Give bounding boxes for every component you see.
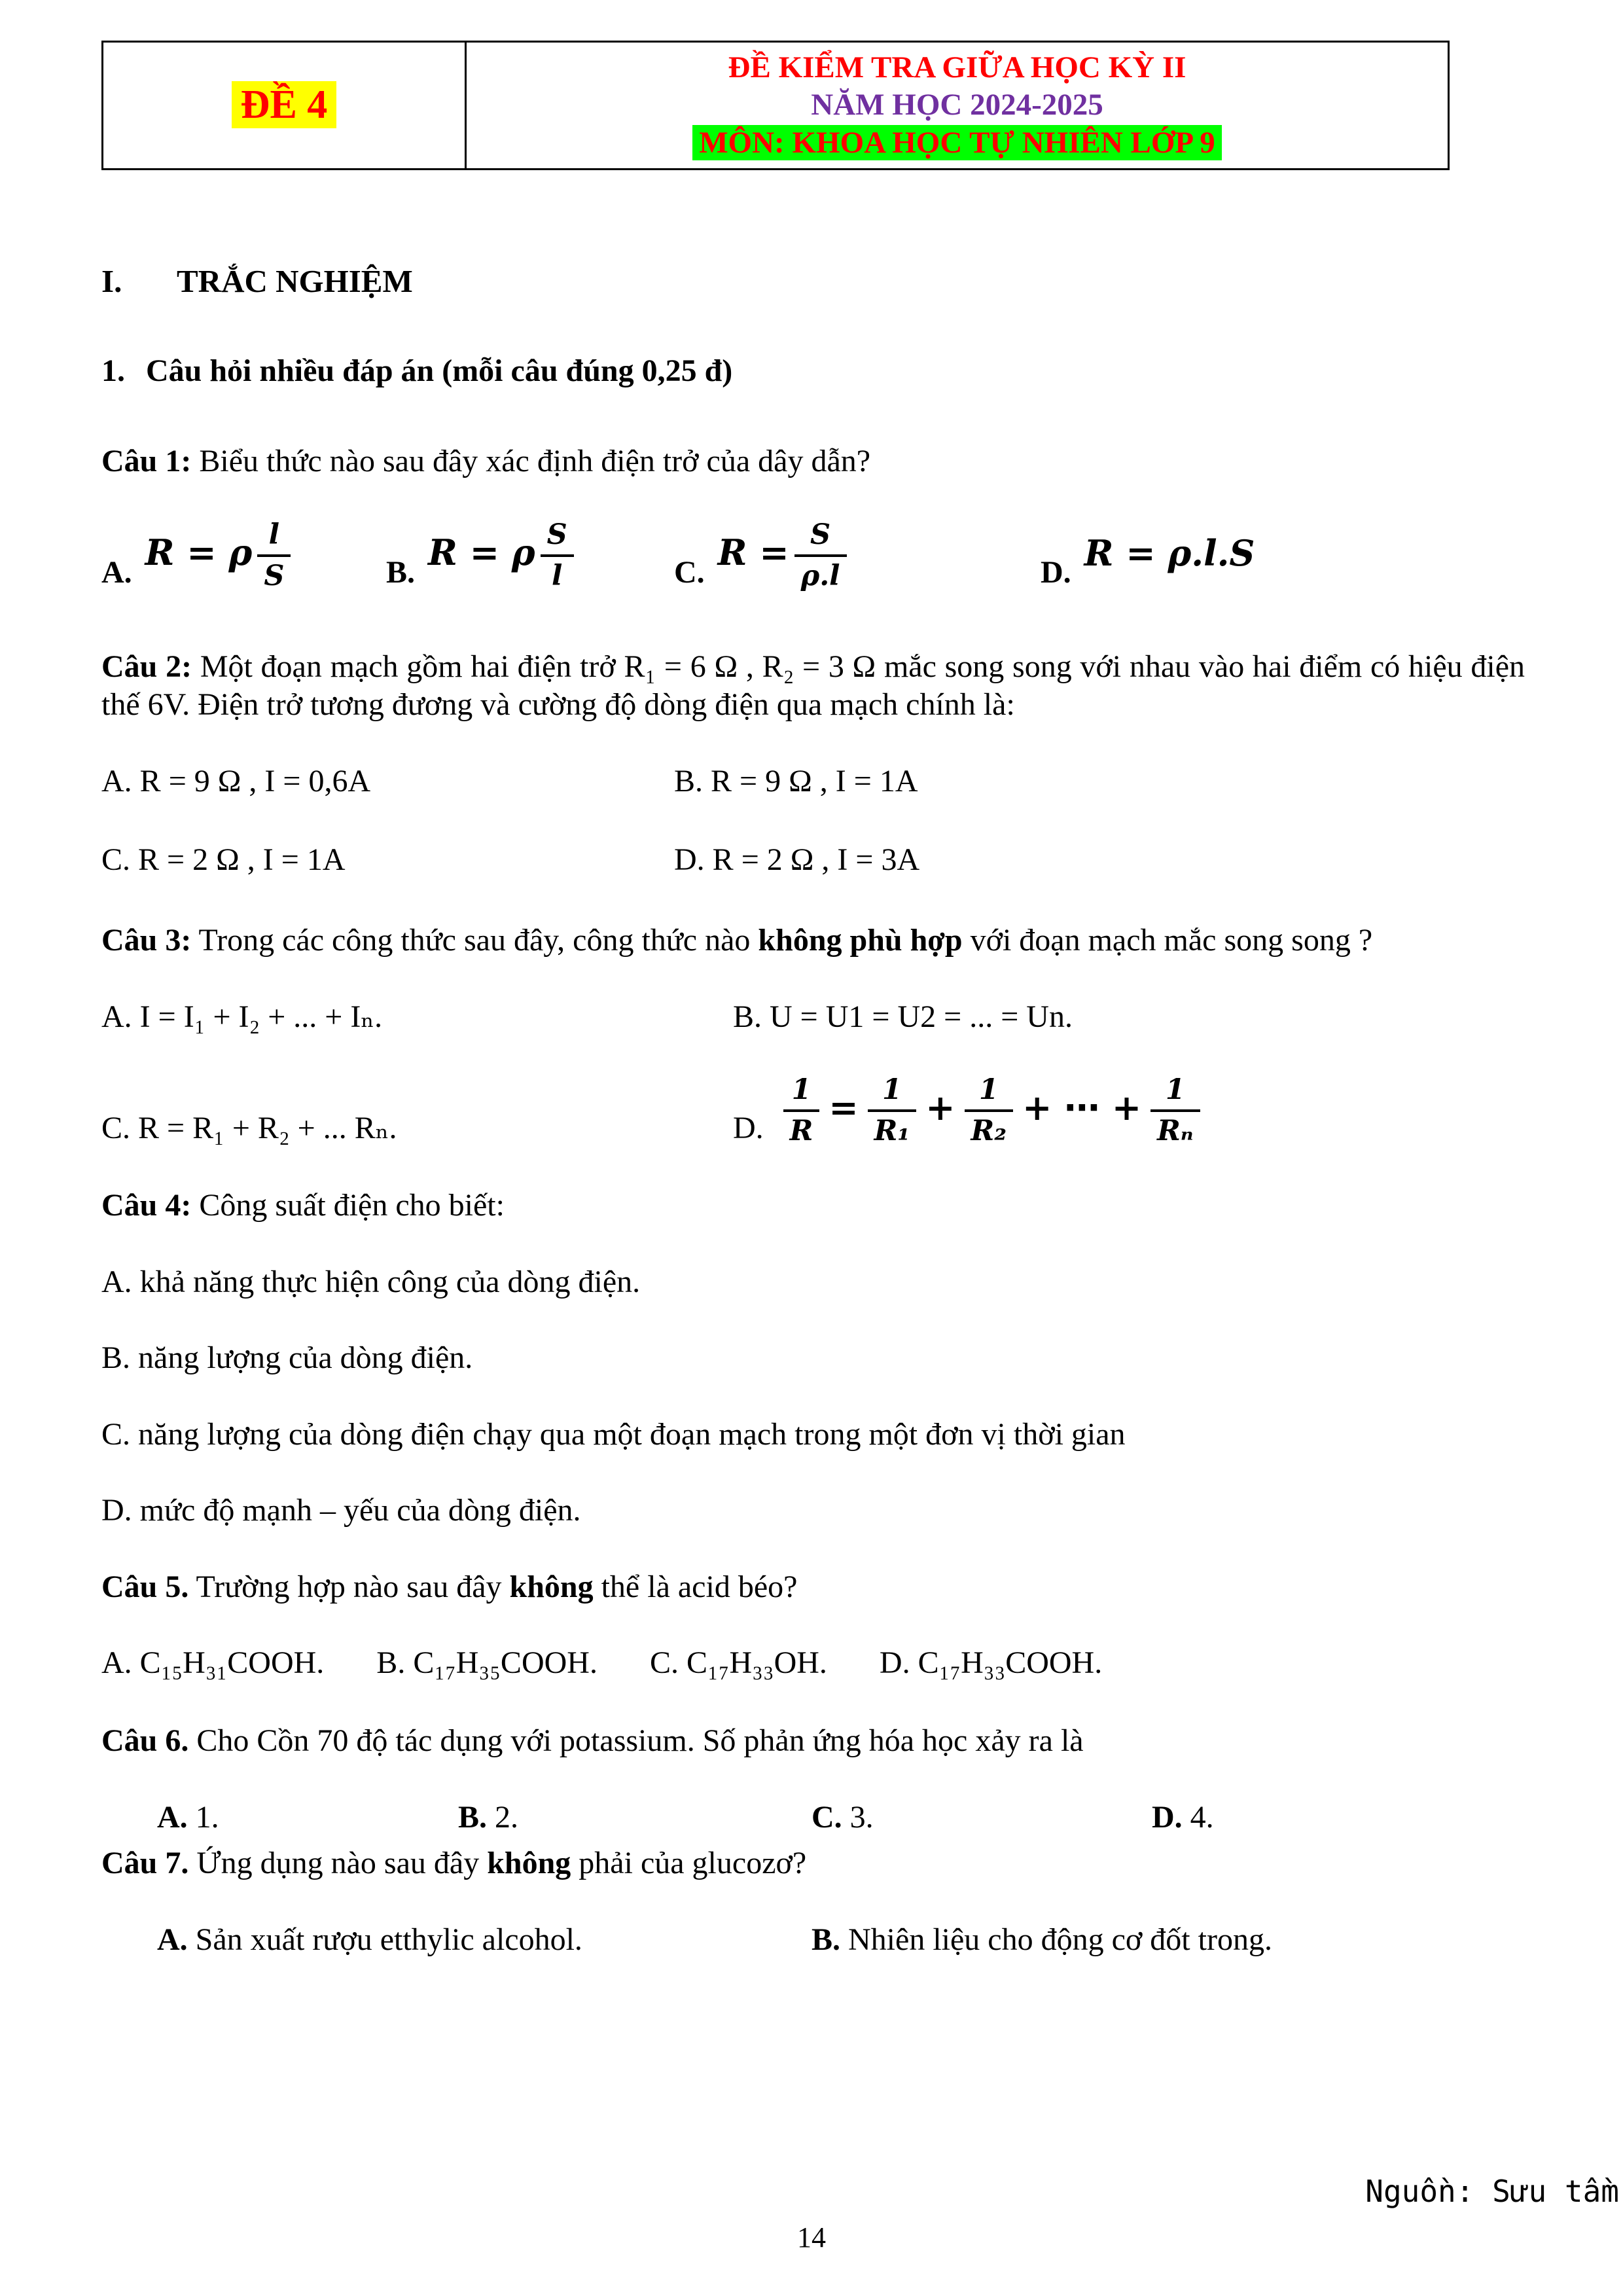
option-a-label: A. xyxy=(101,999,132,1034)
option-d-label: D. xyxy=(879,1645,910,1681)
option-c-label: C. xyxy=(812,1799,842,1835)
question-2 xyxy=(101,648,1525,725)
option-d-label: D. xyxy=(733,1110,764,1145)
question-2-option-d: D. R = 2 Ω , I = 3A xyxy=(674,842,920,878)
question-4-option-a: A. khả năng thực hiện công của dòng điện. xyxy=(101,1264,641,1299)
question-1 xyxy=(101,442,1525,481)
formula-parallel-resistance-sum: $\frac{1}{R}$ = $\frac{1}{\text{R₁}}$ + $\frac{1}{\text{R₂}}$ + ⋯ + $\frac{1}{\text{Rₙ}}$ xyxy=(778,1074,1205,1147)
question-5-label: Câu 5. xyxy=(101,1569,189,1604)
option-a-label: A. xyxy=(101,763,132,798)
question-4 xyxy=(101,1187,1525,1225)
question-7-options xyxy=(101,1921,1525,1960)
question-3-option-b: B. U = U1 = U2 = ... = Un. xyxy=(733,999,1073,1034)
question-4-option-b: B. năng lượng của dòng điện. xyxy=(101,1340,473,1376)
page-number: 14 xyxy=(797,2221,826,2254)
question-7-text-before: Ứng dụng nào sau đây xyxy=(196,1846,480,1881)
question-6-option-c: C. 3. xyxy=(812,1799,874,1835)
question-6 xyxy=(101,1722,1525,1761)
question-2-option-a: A. R = 9 Ω , I = 0,6A xyxy=(101,763,371,798)
question-7-option-b: B. Nhiên liệu cho động cơ đốt trong. xyxy=(812,1922,1272,1957)
question-2-label: Câu 2: xyxy=(101,649,192,684)
option-c-label: C. xyxy=(649,1645,679,1681)
option-c-label: C. xyxy=(101,842,131,878)
question-5-options xyxy=(101,1644,1525,1683)
question-4-option-d: D. mức độ mạnh – yếu của dòng điện. xyxy=(101,1493,581,1528)
exam-code-cell xyxy=(103,42,466,170)
question-4-option-c: C. năng lượng của dòng điện chạy qua một đoạn mạch trong một đơn vị thời gian xyxy=(101,1416,1126,1452)
option-b-label: B. xyxy=(101,1340,131,1376)
option-a-label: A. xyxy=(101,1645,132,1681)
option-d-label: D. xyxy=(101,1493,132,1528)
option-d-label: D. xyxy=(1041,555,1071,590)
option-c-label: C. xyxy=(674,555,705,590)
question-5-option-c: C. C₁₇H₃₃OH. xyxy=(649,1645,827,1681)
question-1-option-b xyxy=(386,519,674,592)
option-d-label: D. xyxy=(674,842,705,878)
question-7-text-after: phải của glucozơ? xyxy=(579,1846,807,1881)
question-2-option-b: B. R = 9 Ω , I = 1A xyxy=(674,763,918,798)
option-a-label: A. xyxy=(157,1799,188,1835)
formula-resistance-a: R = ρ $\frac{l}{S}$ xyxy=(145,519,296,592)
question-4-label: Câu 4: xyxy=(101,1188,192,1223)
option-a-label: A. xyxy=(101,555,132,590)
question-5-text-after: thể là acid béo? xyxy=(601,1569,798,1604)
option-a-label: A. xyxy=(157,1922,188,1957)
formula-resistance-c: R = $\frac{S}{\rho.l}$ xyxy=(718,519,852,592)
question-1-text: Biểu thức nào sau đây xác định điện trở của dây dẫn? xyxy=(199,444,871,479)
formula-resistance-b: R = ρ $\frac{S}{l}$ xyxy=(428,519,579,592)
question-7-bold-phrase: không xyxy=(487,1846,571,1881)
option-b-label: B. xyxy=(376,1645,406,1681)
subsection-number: 1. xyxy=(101,353,125,388)
question-2-options xyxy=(101,762,1525,880)
exam-title: ĐỀ KIỂM TRA GIỮA HỌC KỲ II xyxy=(728,50,1186,84)
section-title: TRẮC NGHIỆM xyxy=(177,262,413,299)
question-5 xyxy=(101,1568,1525,1607)
subsection-heading-multiple-choice xyxy=(101,352,1525,391)
question-6-text: Cho Cồn 70 độ tác dụng với potassium. Số phản ứng hóa học xảy ra là xyxy=(196,1723,1084,1758)
question-2-text: Một đoạn mạch gồm hai điện trở R₁ = 6 Ω , R₂ = 3 Ω mắc song song với nhau vào hai điểm có hiệu điện thế 6V. Điện trở tương đương và cường độ dòng điện qua mạch chính là: xyxy=(101,649,1525,723)
question-4-text: Công suất điện cho biết: xyxy=(199,1188,505,1223)
question-7 xyxy=(101,1844,1525,1883)
question-3-options-row-2 xyxy=(101,1074,1525,1147)
option-c-label: C. xyxy=(101,1416,131,1452)
question-1-option-c xyxy=(674,519,1041,592)
option-b-label: B. xyxy=(674,763,704,798)
option-a-label: A. xyxy=(101,1264,132,1299)
question-3-bold-phrase: không phù hợp xyxy=(758,923,963,958)
question-5-option-d: D. C₁₇H₃₃COOH. xyxy=(879,1645,1103,1681)
exam-subject-line xyxy=(472,124,1442,162)
question-6-option-b: B. 2. xyxy=(458,1799,519,1835)
option-b-label: B. xyxy=(386,555,416,590)
question-3-text-after: với đoạn mạch mắc song song ? xyxy=(970,923,1373,958)
option-b-label: B. xyxy=(812,1922,841,1957)
question-6-options xyxy=(101,1799,1525,1837)
option-c-label: C. xyxy=(101,1110,131,1145)
question-3-option-d xyxy=(733,1074,1525,1147)
formula-resistance-d: R = ρ.l.S xyxy=(1084,531,1255,574)
question-3-option-c: C. R = R₁ + R₂ + ... Rₙ. xyxy=(101,1110,397,1145)
exam-code: ĐỀ 4 xyxy=(232,81,337,128)
question-1-option-d xyxy=(1041,532,1255,592)
question-6-option-a: A. 1. xyxy=(157,1799,219,1835)
question-3-text-before: Trong các công thức sau đây, công thức nào xyxy=(198,923,751,958)
subsection-title: Câu hỏi nhiều đáp án (mỗi câu đúng 0,25 đ) xyxy=(146,353,733,388)
exam-title-cell xyxy=(466,42,1449,170)
question-1-label: Câu 1: xyxy=(101,444,192,479)
exam-subject: MÔN: KHOA HỌC TỰ NHIÊN LỚP 9 xyxy=(692,125,1222,160)
footer-source: Nguồn: Sưu tầm xyxy=(1365,2173,1619,2209)
question-7-option-a: A. Sản xuất rượu etthylic alcohol. xyxy=(157,1922,582,1957)
option-b-label: B. xyxy=(458,1799,488,1835)
option-d-label: D. xyxy=(1152,1799,1183,1835)
question-5-bold-phrase: không xyxy=(509,1569,594,1604)
question-5-text-before: Trường hợp nào sau đây xyxy=(196,1569,502,1604)
question-2-option-c: C. R = 2 Ω , I = 1A xyxy=(101,842,346,878)
question-3-label: Câu 3: xyxy=(101,923,192,958)
question-1-option-a xyxy=(101,519,386,592)
option-b-label: B. xyxy=(733,999,762,1034)
question-5-option-b: B. C₁₇H₃₅COOH. xyxy=(376,1645,597,1681)
section-heading-trac-nghiem xyxy=(101,262,1525,301)
question-6-option-d: D. 4. xyxy=(1152,1799,1214,1835)
question-3-options-row-1 xyxy=(101,998,1525,1037)
question-3 xyxy=(101,922,1525,960)
question-5-option-a: A. C₁₅H₃₁COOH. xyxy=(101,1645,325,1681)
question-3-option-a: A. I = I₁ + I₂ + ... + Iₙ. xyxy=(101,999,383,1034)
exam-year: NĂM HỌC 2024-2025 xyxy=(811,88,1103,122)
section-number: I. xyxy=(101,262,122,299)
question-7-label: Câu 7. xyxy=(101,1846,189,1881)
exam-header-table xyxy=(101,41,1450,170)
question-6-label: Câu 6. xyxy=(101,1723,189,1758)
question-1-options xyxy=(101,519,1525,592)
